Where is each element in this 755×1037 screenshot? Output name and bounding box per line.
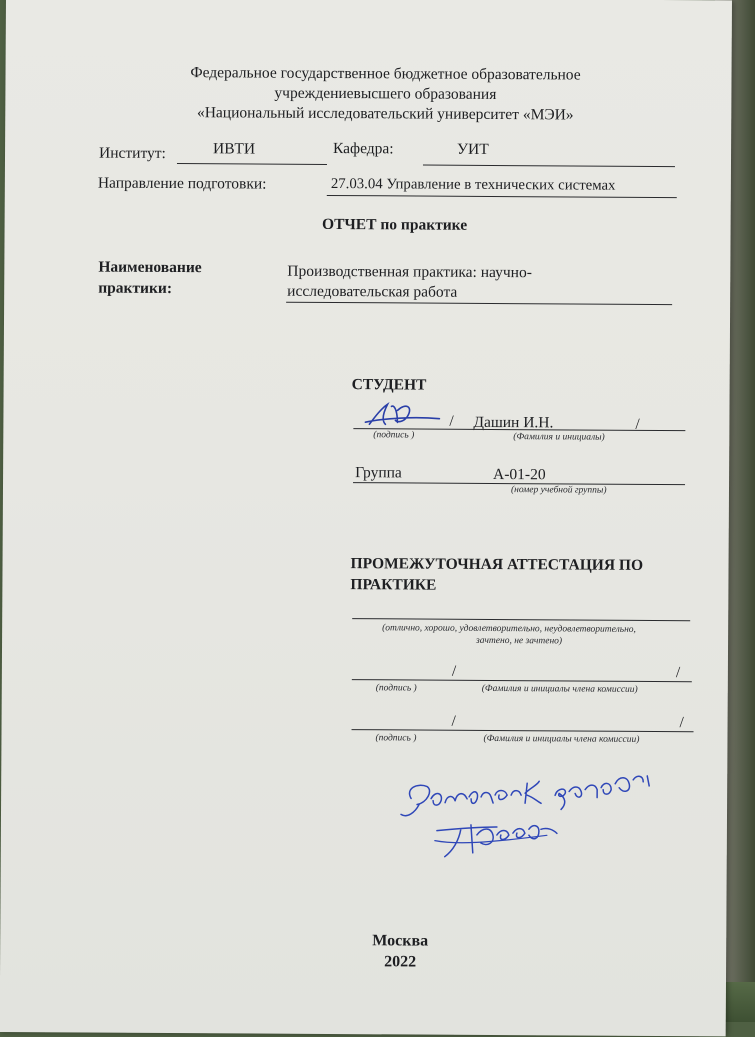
member-2-slash: / bbox=[451, 712, 456, 730]
attestation-heading-line-1: ПРОМЕЖУТОЧНАЯ АТТЕСТАЦИЯ ПО bbox=[350, 555, 644, 574]
institute-label: Институт: bbox=[98, 144, 166, 162]
direction-value: 27.03.04 Управление в технических системах bbox=[330, 175, 616, 194]
member-1-caption-name: (Фамилия и инициалы члена комиссии) bbox=[481, 683, 638, 695]
header-line-1: Федеральное государственное бюджетное образовательное bbox=[190, 64, 581, 84]
member-1-caption-signature: (подпись ) bbox=[375, 683, 417, 694]
member-2-caption-signature: (подпись ) bbox=[375, 733, 417, 744]
member-2-slash-end: / bbox=[679, 714, 684, 732]
footer-city: Москва bbox=[372, 932, 429, 950]
group-caption: (номер учебной группы) bbox=[510, 485, 607, 496]
grade-caption-line-1: (отлично, хорошо, удовлетворительно, неудовлетворительно, bbox=[382, 623, 636, 635]
report-title: ОТЧЕТ по практике bbox=[322, 215, 468, 234]
practice-value-line-1: Производственная практика: научно- bbox=[287, 262, 532, 282]
practice-label-line-2: практики: bbox=[98, 279, 173, 298]
handwritten-approval-note bbox=[397, 768, 658, 870]
student-slash-1: / bbox=[449, 412, 454, 430]
member-1-slash: / bbox=[451, 662, 457, 680]
student-caption-signature: (подпись ) bbox=[373, 430, 415, 441]
student-slash-2: / bbox=[635, 415, 640, 433]
member-2-underline bbox=[352, 729, 694, 732]
practice-label-line-1: Наименование bbox=[98, 258, 202, 277]
direction-label: Направление подготовки: bbox=[97, 174, 267, 193]
student-heading: СТУДЕНТ bbox=[351, 376, 427, 394]
student-caption-name: (Фамилия и инициалы) bbox=[513, 432, 605, 443]
member-1-slash-end: / bbox=[675, 664, 681, 682]
footer-year: 2022 bbox=[384, 953, 417, 971]
department-label: Кафедра: bbox=[333, 140, 394, 158]
grade-underline bbox=[352, 618, 690, 621]
attestation-heading-line-2: ПРАКТИКЕ bbox=[350, 576, 437, 594]
institute-value: ИВТИ bbox=[213, 140, 256, 158]
practice-value-line-2: исследовательская работа bbox=[287, 282, 458, 301]
department-underline bbox=[423, 165, 675, 168]
practice-underline bbox=[286, 302, 672, 305]
department-value: УИТ bbox=[457, 140, 489, 158]
header-line-2: учреждениевысшего образования bbox=[274, 84, 497, 103]
group-label: Группа bbox=[355, 464, 402, 482]
group-value: А-01-20 bbox=[493, 465, 546, 484]
header-line-3: «Национальный исследовательский университет «МЭИ» bbox=[196, 104, 574, 124]
student-signature bbox=[361, 396, 441, 432]
grade-caption-line-2: зачтено, не зачтено) bbox=[476, 635, 563, 647]
member-1-underline bbox=[352, 679, 692, 682]
student-name: Дашин И.Н. bbox=[473, 413, 554, 432]
institute-underline bbox=[177, 163, 327, 165]
direction-underline bbox=[327, 195, 677, 198]
member-2-caption-name: (Фамилия и инициалы члена комиссии) bbox=[483, 733, 640, 745]
